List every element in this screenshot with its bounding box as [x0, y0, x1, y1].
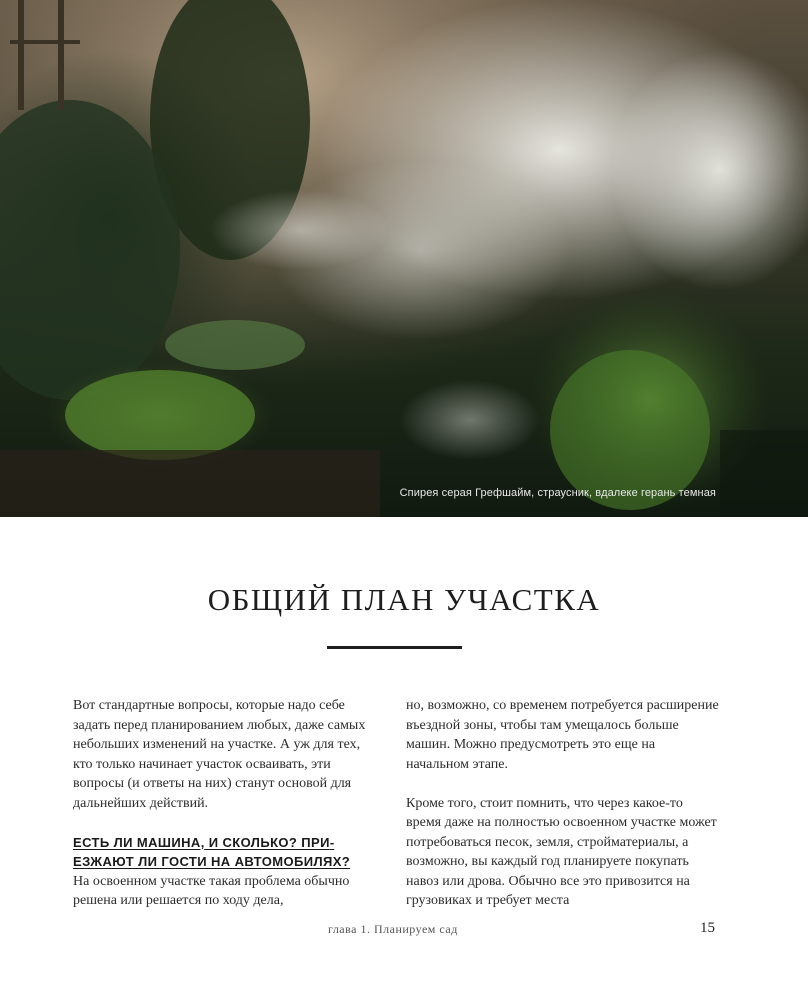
- page-title: ОБЩИЙ ПЛАН УЧАСТКА: [207, 582, 601, 617]
- left-column: [73, 696, 373, 911]
- intro-paragraph: Вот стандартные вопросы, которые надо себе задать перед планированием любых, даже самых небольших изменений на участке. А уж для тех, кто только начинает участок осваивать, эти вопросы (и ответы на них) станут основой для дальнейших действий.: [73, 698, 366, 811]
- right-paragraph-2: Кроме того, стоит помнить, что через какое-то время даже на полностью освоенном участке может потребоваться песок, земля, стройматериалы, а возможно, вы каждый год планируете покупать навоз или дрова. Обычно все это привозится на грузовиках и требует места: [406, 795, 717, 908]
- photo-caption: Спирея серая Грефшайм, страусник, вдалеке герань темная: [399, 487, 716, 499]
- right-column: [406, 696, 721, 911]
- right-paragraph-1: но, возможно, со временем потребуется расширение въездной зоны, чтобы там умещалось больше машин. Можно предусмотреть это еще на начальном этапе.: [406, 698, 719, 772]
- page-number: 15: [700, 920, 715, 936]
- section-subhead: ЕСТЬ ЛИ МАШИНА, И СКОЛЬКО? ПРИЕЗЖАЮТ ЛИ ГОСТИ НА АВТОМОБИЛЯХ?: [73, 834, 351, 869]
- page-footer: [0, 920, 808, 940]
- running-title: глава 1. Планируем сад: [328, 922, 458, 936]
- answer-paragraph: На освоенном участке такая проблема обычно решена или решается по ходу дела,: [73, 873, 350, 908]
- title-divider: [327, 646, 462, 649]
